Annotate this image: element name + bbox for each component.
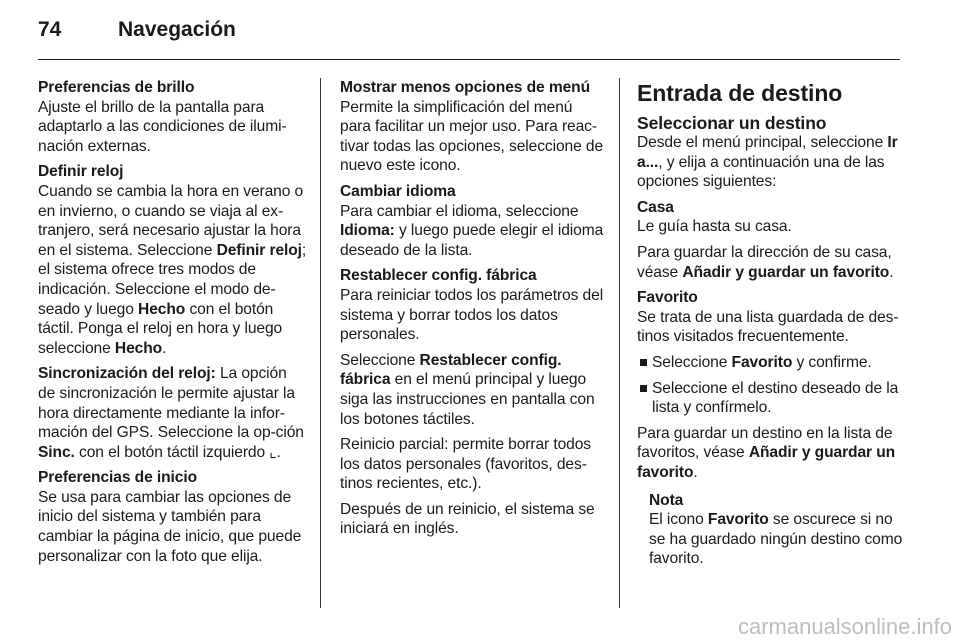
section-text: se oscurece si no se ha guardado ningún destino como favorito.	[649, 511, 903, 568]
section-text: Para guardar la dirección de su casa, véase	[637, 243, 892, 281]
section-home	[637, 198, 905, 237]
section-text: Para reiniciar todos los parámetros del sistema y borrar todos los datos personales.	[340, 286, 604, 344]
section-fewer-menu-options	[340, 78, 606, 176]
section-text: .	[693, 463, 698, 481]
section-heading: Preferencias de brillo	[38, 79, 195, 96]
section-heading-inline: Sincronización del reloj:	[38, 365, 216, 383]
bold-term: Añadir y guardar un favorito	[637, 444, 896, 481]
section-clock	[38, 162, 308, 358]
section-brightness	[38, 78, 308, 156]
section-language	[340, 182, 606, 260]
section-text: Seleccione	[652, 353, 732, 371]
section-text: Desde el menú principal, seleccione	[637, 134, 888, 151]
bullet-icon	[640, 385, 647, 392]
note-box	[637, 491, 905, 569]
bold-term: Hecho	[114, 339, 163, 357]
section-heading: Favorito	[637, 289, 698, 307]
section-text: Permite la simplificación del menú para facilitar un mejor uso. Para reac-tivar todas las opciones, seleccione de nuevo este icono.	[340, 98, 604, 175]
section-text: Se trata de una lista guardada de des-tinos visitados frecuentemente.	[637, 308, 899, 346]
bold-term: Favorito	[731, 353, 793, 371]
chapter-heading: Entrada de destino	[637, 80, 843, 106]
bold-term: Definir reloj	[216, 241, 302, 259]
section-text: Seleccione el destino deseado de la lista y confírmelo.	[652, 379, 899, 417]
paragraph: Reinicio parcial: permite borrar todos los datos personales (favoritos, des-tinos recientes, etc.).	[340, 436, 592, 493]
column-3	[637, 78, 905, 569]
section-heading: Definir reloj	[38, 163, 124, 181]
paragraph	[637, 133, 905, 192]
section-startup	[38, 468, 308, 566]
section-text: .	[889, 263, 894, 281]
section-text: Para cambiar el idioma, seleccione	[340, 202, 579, 220]
section-heading: Restablecer config. fábrica	[340, 267, 537, 285]
bullet-icon	[640, 359, 647, 366]
column-1	[38, 78, 308, 569]
section-heading: Casa	[637, 198, 674, 216]
section-factory-reset	[340, 266, 606, 344]
paragraph	[340, 351, 606, 429]
bold-term: Ir a...	[637, 134, 898, 171]
paragraph	[637, 424, 905, 483]
bold-term: Hecho	[138, 300, 186, 318]
bold-term: Idioma:	[340, 222, 395, 240]
bold-term: Sinc.	[38, 443, 75, 461]
section-text: con el botón táctil. Ponga el reloj en hora y luego seleccione	[38, 300, 283, 357]
section-text: Para guardar un destino en la lista de favoritos, véase	[637, 424, 893, 462]
section-text: , y elija a continuación una de las opciones siguientes:	[637, 153, 885, 191]
page-number: 74	[38, 18, 62, 41]
column-divider-1	[320, 78, 321, 608]
header-rule	[38, 59, 900, 60]
subsection-heading: Seleccionar un destino	[637, 113, 827, 133]
bold-term: Restablecer config. fábrica	[340, 351, 562, 389]
section-text: El icono	[649, 511, 708, 529]
section-text: Seleccione	[340, 351, 420, 369]
section-text: en el menú principal y luego siga las instrucciones en pantalla con los botones táctiles.	[340, 371, 595, 428]
bold-term: Favorito	[707, 511, 769, 529]
column-divider-2	[619, 78, 620, 608]
page-title: Navegación	[118, 18, 236, 41]
section-text: Le guía hasta su casa.	[637, 218, 792, 236]
section-text: .	[162, 339, 167, 357]
section-heading: Mostrar menos opciones de menú	[340, 79, 591, 96]
section-text: y luego puede elegir el idioma deseado de la lista.	[340, 222, 604, 259]
section-text: Se usa para cambiar las opciones de inicio del sistema y también para cambiar la página de inicio, que puede personalizar con la foto que elija.	[38, 488, 302, 565]
paragraph: Después de un reinicio, el sistema se iniciará en inglés.	[340, 500, 595, 538]
section-text: y confirme.	[792, 353, 872, 371]
paragraph	[637, 243, 905, 282]
section-text: con el botón táctil izquierdo ⌞.	[74, 443, 281, 461]
section-text: Ajuste el brillo de la pantalla para adaptarlo a las condiciones de ilumi-nación externas.	[38, 98, 287, 155]
section-clock-sync	[38, 364, 308, 462]
note-heading: Nota	[649, 491, 684, 509]
column-2	[340, 78, 606, 542]
section-text: La opción de sincronización le permite ajustar la hora directamente mediante la infor-mación del GPS. Seleccione la op-ción	[38, 365, 304, 442]
list-item	[637, 379, 905, 418]
section-heading: Preferencias de inicio	[38, 469, 198, 487]
section-heading: Cambiar idioma	[340, 182, 456, 200]
watermark: carmanualsonline.info	[737, 614, 952, 639]
section-text: Cuando se cambia la hora en verano o en invierno, o cuando se viaja al ex-tranjero, será necesario ajustar la hora en el sistema. Seleccione	[38, 182, 304, 259]
section-favorite	[637, 288, 905, 347]
bold-term: Añadir y guardar un favorito	[682, 263, 890, 281]
section-text: ; el sistema ofrece tres modos de indicación. Seleccione el modo de-seado y luego	[38, 241, 307, 318]
list-item	[637, 353, 905, 373]
